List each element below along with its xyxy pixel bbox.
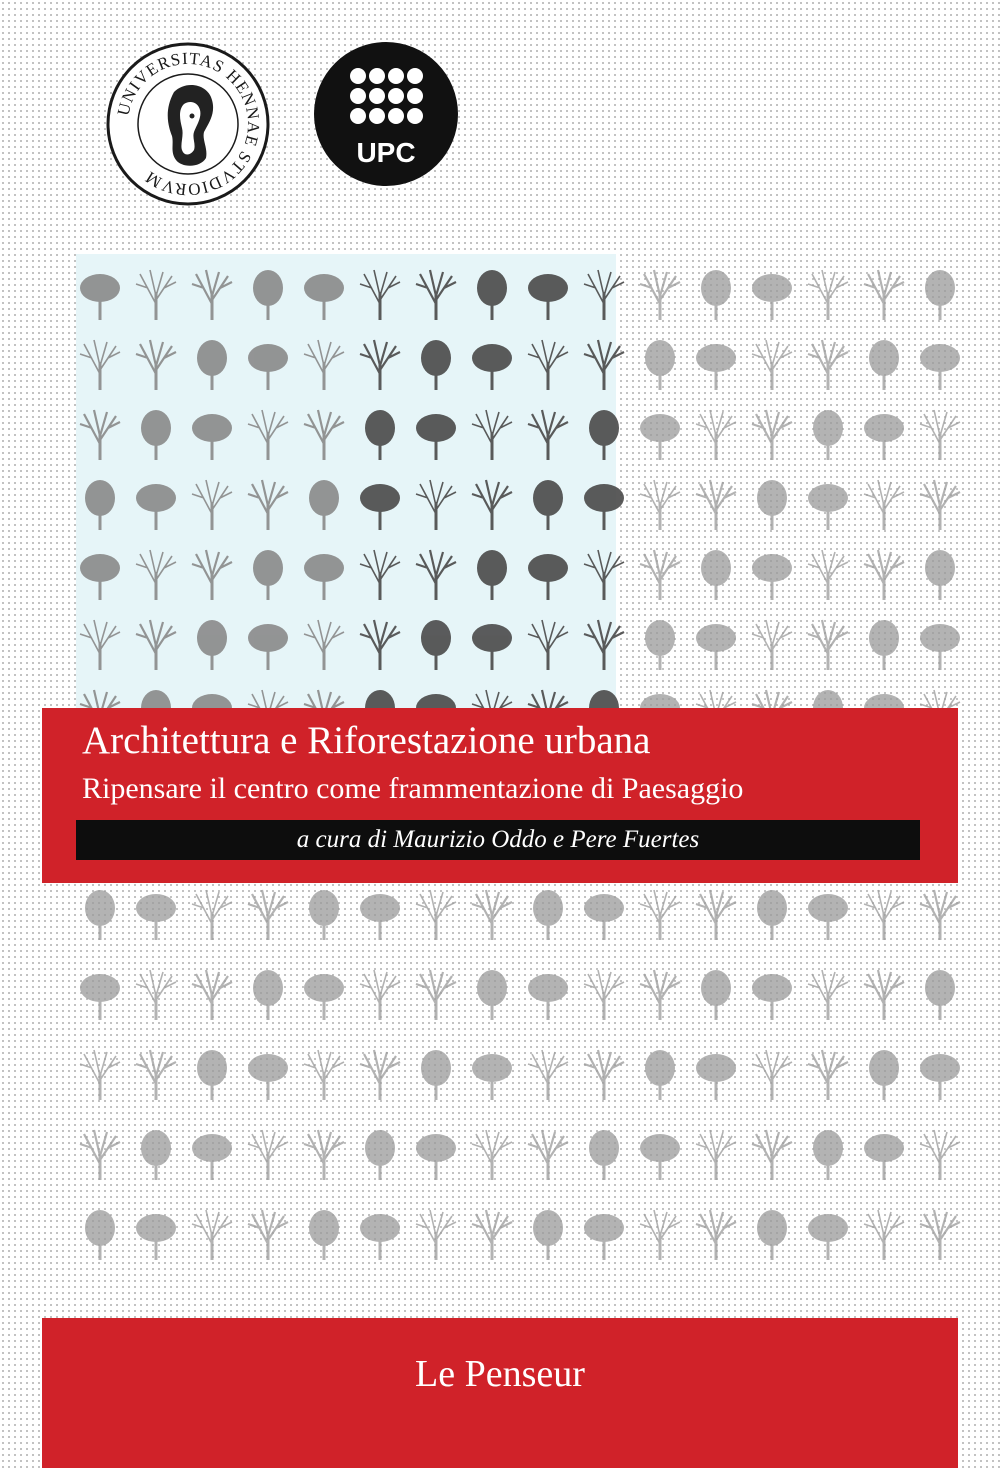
tree-silhouette-icon — [808, 270, 848, 320]
tree-silhouette-icon — [925, 970, 955, 1020]
tree-silhouette-icon — [920, 344, 960, 390]
tree-silhouette-icon — [920, 1130, 960, 1180]
tree-silhouette-icon — [248, 1054, 288, 1100]
tree-silhouette-icon — [533, 890, 563, 940]
tree-silhouette-icon — [869, 620, 899, 670]
tree-silhouette-icon — [136, 1050, 176, 1100]
tree-silhouette-icon — [808, 484, 848, 530]
tree-silhouette-icon — [640, 1210, 680, 1260]
tree-silhouette-icon — [85, 890, 115, 940]
tree-silhouette-icon — [696, 1210, 736, 1260]
tree-silhouette-icon — [640, 890, 680, 940]
tree-silhouette-icon — [584, 894, 624, 940]
tree-silhouette-icon — [589, 1130, 619, 1180]
tree-silhouette-icon — [365, 1130, 395, 1180]
tree-silhouette-icon — [920, 410, 960, 460]
tree-silhouette-icon — [584, 1214, 624, 1260]
tree-silhouette-icon — [472, 1130, 512, 1180]
tree-silhouette-icon — [248, 890, 288, 940]
tree-silhouette-icon — [813, 1130, 843, 1180]
tree-silhouette-icon — [645, 1050, 675, 1100]
tree-silhouette-icon — [304, 1130, 344, 1180]
tree-silhouette-icon — [696, 344, 736, 390]
tree-silhouette-icon — [696, 890, 736, 940]
tree-silhouette-icon — [920, 624, 960, 670]
university-seal-icon — [104, 40, 272, 208]
title-band — [42, 708, 958, 883]
tree-silhouette-icon — [864, 480, 904, 530]
tree-silhouette-icon — [920, 1210, 960, 1260]
tree-silhouette-icon — [85, 1210, 115, 1260]
upc-logo-label: UPC — [356, 137, 416, 168]
editors-credit: a cura di Maurizio Oddo e Pere Fuertes — [296, 826, 700, 853]
tree-silhouette-icon — [757, 480, 787, 530]
tree-silhouette-icon — [528, 1050, 568, 1100]
tree-silhouette-icon — [864, 890, 904, 940]
tree-silhouette-icon — [584, 1050, 624, 1100]
tree-silhouette-icon — [304, 1050, 344, 1100]
tree-silhouette-icon — [808, 1050, 848, 1100]
tree-silhouette-icon — [752, 274, 792, 320]
tree-silhouette-icon — [864, 270, 904, 320]
tree-silhouette-icon — [584, 970, 624, 1020]
tree-silhouette-icon — [701, 270, 731, 320]
tree-silhouette-icon — [864, 1210, 904, 1260]
tree-silhouette-icon — [472, 890, 512, 940]
tree-silhouette-icon — [421, 1050, 451, 1100]
tree-silhouette-icon — [752, 340, 792, 390]
tree-silhouette-icon — [309, 1210, 339, 1260]
tree-silhouette-icon — [80, 1050, 120, 1100]
tree-silhouette-icon — [808, 1214, 848, 1260]
tree-silhouette-icon — [808, 970, 848, 1020]
tree-silhouette-icon — [925, 270, 955, 320]
tree-silhouette-icon — [248, 1210, 288, 1260]
tree-silhouette-icon — [752, 554, 792, 600]
tree-silhouette-icon — [80, 974, 120, 1020]
tree-silhouette-icon — [752, 1050, 792, 1100]
tree-silhouette-icon — [757, 1210, 787, 1260]
tree-silhouette-icon — [136, 970, 176, 1020]
tree-silhouette-icon — [533, 1210, 563, 1260]
tree-silhouette-icon — [416, 1134, 456, 1180]
tree-silhouette-icon — [696, 410, 736, 460]
tree-silhouette-icon — [701, 970, 731, 1020]
tree-silhouette-icon — [752, 410, 792, 460]
tree-silhouette-icon — [920, 480, 960, 530]
tree-silhouette-icon — [136, 894, 176, 940]
tree-silhouette-icon — [472, 1210, 512, 1260]
tree-silhouette-icon — [645, 620, 675, 670]
tree-silhouette-icon — [416, 1210, 456, 1260]
publisher-band — [42, 1318, 958, 1468]
tree-silhouette-icon — [696, 1054, 736, 1100]
tree-silhouette-icon — [640, 970, 680, 1020]
tree-silhouette-icon — [864, 414, 904, 460]
tree-silhouette-icon — [248, 1130, 288, 1180]
tree-silhouette-icon — [360, 894, 400, 940]
tree-silhouette-icon — [696, 480, 736, 530]
tree-silhouette-icon — [640, 270, 680, 320]
tree-silhouette-icon — [360, 1214, 400, 1260]
tree-silhouette-icon — [920, 1054, 960, 1100]
tree-silhouette-icon — [920, 890, 960, 940]
tree-silhouette-icon — [360, 1050, 400, 1100]
tree-silhouette-icon — [477, 970, 507, 1020]
publisher-name: Le Penseur — [415, 1353, 585, 1395]
tree-silhouette-icon — [645, 340, 675, 390]
tree-silhouette-icon — [141, 1130, 171, 1180]
tree-silhouette-icon — [701, 550, 731, 600]
tree-silhouette-icon — [80, 1130, 120, 1180]
tree-silhouette-icon — [192, 1210, 232, 1260]
tree-silhouette-icon — [864, 970, 904, 1020]
tree-silhouette-icon — [752, 1130, 792, 1180]
tree-silhouette-icon — [253, 970, 283, 1020]
tree-silhouette-icon — [696, 624, 736, 670]
tree-silhouette-icon — [864, 1134, 904, 1180]
tree-silhouette-icon — [808, 550, 848, 600]
tree-silhouette-icon — [808, 620, 848, 670]
tree-silhouette-icon — [696, 1130, 736, 1180]
tree-silhouette-icon — [304, 974, 344, 1020]
book-subtitle: Ripensare il centro come frammentazione di Paesaggio — [82, 772, 744, 805]
tree-silhouette-icon — [813, 410, 843, 460]
tree-silhouette-icon — [757, 890, 787, 940]
upc-logo — [312, 40, 460, 188]
tree-silhouette-icon — [192, 1134, 232, 1180]
upc-logo-icon — [312, 40, 460, 188]
tree-silhouette-icon — [360, 970, 400, 1020]
tree-silhouette-icon — [472, 1054, 512, 1100]
university-seal-logo — [104, 40, 272, 208]
tree-silhouette-icon — [416, 970, 456, 1020]
tree-silhouette-icon — [808, 894, 848, 940]
tree-silhouette-icon — [869, 340, 899, 390]
seal-ring-text: UNIVERSITAS HENNAE STVDIORVM — [113, 48, 264, 200]
tree-silhouette-icon — [192, 890, 232, 940]
tree-silhouette-icon — [864, 550, 904, 600]
tree-silhouette-icon — [192, 970, 232, 1020]
tree-silhouette-icon — [752, 974, 792, 1020]
tree-silhouette-icon — [197, 1050, 227, 1100]
book-title: Architettura e Riforestazione urbana — [82, 719, 651, 762]
tree-silhouette-icon — [640, 480, 680, 530]
tree-silhouette-icon — [640, 550, 680, 600]
tree-silhouette-icon — [640, 1134, 680, 1180]
tree-silhouette-icon — [309, 890, 339, 940]
tree-silhouette-icon — [752, 620, 792, 670]
tree-silhouette-icon — [925, 550, 955, 600]
tree-silhouette-icon — [869, 1050, 899, 1100]
tree-silhouette-icon — [528, 974, 568, 1020]
tree-silhouette-icon — [136, 1214, 176, 1260]
editors-bar — [76, 820, 920, 860]
tree-silhouette-icon — [528, 1130, 568, 1180]
tree-silhouette-icon — [808, 340, 848, 390]
tree-silhouette-icon — [640, 414, 680, 460]
tree-silhouette-icon — [416, 890, 456, 940]
